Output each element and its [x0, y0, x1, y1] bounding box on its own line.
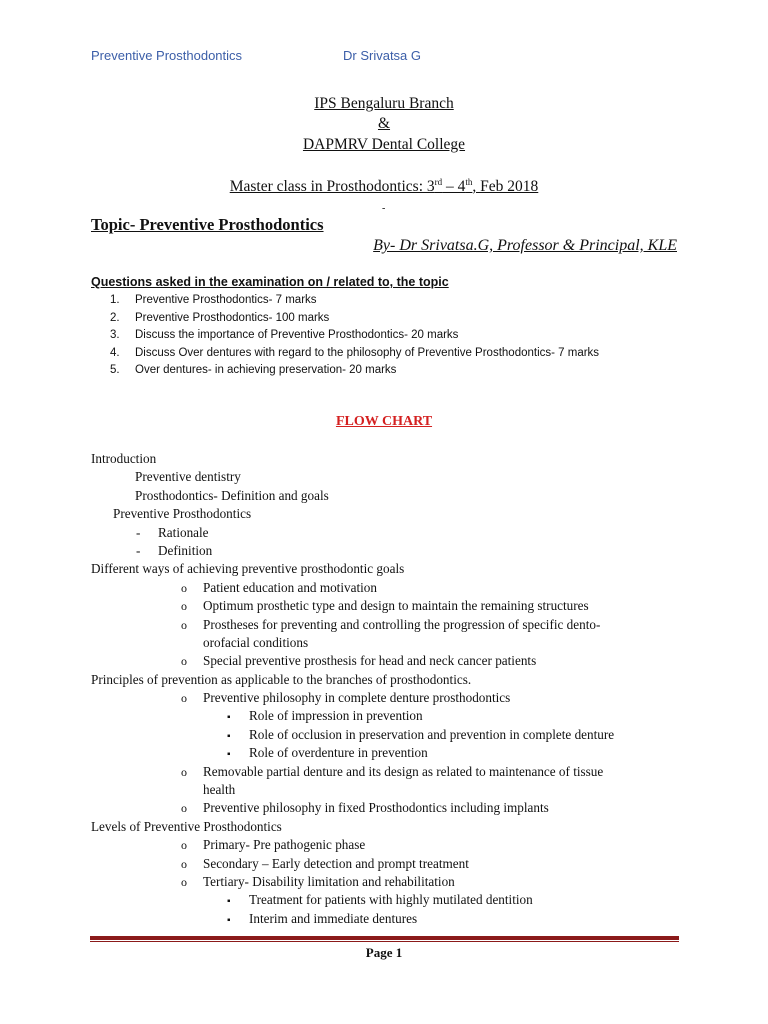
- list-item: [110, 327, 599, 345]
- outline-item-text: Role of impression in prevention: [249, 708, 423, 724]
- outline-item-text: Removable partial denture and its design as related to maintenance of tissue: [203, 763, 604, 779]
- square-bullet-icon: ▪: [227, 749, 231, 761]
- title-line-2: &: [377, 115, 391, 132]
- circle-bullet-icon: o: [181, 856, 187, 871]
- outline-item: Different ways of achieving preventive prosthodontic goals: [91, 561, 405, 577]
- circle-bullet-icon: o: [181, 801, 187, 816]
- outline-item: Levels of Preventive Prosthodontics: [91, 818, 282, 834]
- running-header-title: Preventive Prosthodontics: [91, 48, 243, 63]
- flowchart-outline: [91, 450, 691, 928]
- outline-item: [91, 579, 691, 597]
- list-item: [110, 362, 599, 380]
- list-number: 2.: [110, 311, 120, 324]
- square-bullet-icon: ▪: [227, 730, 231, 742]
- questions-list: [110, 292, 599, 380]
- circle-bullet-icon: o: [181, 654, 187, 669]
- circle-bullet-icon: o: [181, 617, 187, 632]
- title-sup-th: th: [465, 177, 473, 187]
- outline-item-text: Interim and immediate dentures: [249, 910, 418, 926]
- outline-item-text: Role of occlusion in preservation and prevention in complete denture: [249, 726, 615, 742]
- footer-rule-thick: [90, 936, 679, 940]
- author-byline: By- Dr Srivatsa.G, Professor & Principal, KLE: [373, 237, 677, 254]
- outline-item: [91, 873, 691, 891]
- questions-heading: Questions asked in the examination on / related to, the topic: [91, 275, 449, 289]
- outline-item: Preventive Prosthodontics: [113, 506, 252, 522]
- outline-item-text: Preventive philosophy in fixed Prosthodontics including implants: [203, 800, 549, 816]
- outline-item: [91, 524, 691, 542]
- page-number: Page 1: [365, 945, 403, 960]
- outline-item: [91, 836, 691, 854]
- square-bullet-icon: ▪: [227, 896, 231, 908]
- outline-item: Preventive dentistry: [135, 469, 241, 485]
- outline-item: [91, 597, 691, 615]
- running-header-author: Dr Srivatsa G: [343, 48, 422, 63]
- outline-item: Prosthodontics- Definition and goals: [135, 487, 329, 503]
- square-bullet-icon: ▪: [227, 712, 231, 724]
- title-line-4-post: , Feb 2018: [472, 178, 539, 196]
- list-item-text: Over dentures- in achieving preservation- 20 marks: [135, 364, 397, 376]
- list-item: [110, 345, 599, 363]
- list-item: [110, 292, 599, 310]
- outline-item-continuation: health: [203, 782, 236, 798]
- title-line-4-mid: – 4: [442, 178, 466, 196]
- outline-item: [91, 855, 691, 873]
- list-number: 5.: [110, 364, 120, 376]
- list-item: [110, 310, 599, 328]
- title-dash: -: [382, 203, 386, 214]
- circle-bullet-icon: o: [181, 764, 187, 779]
- title-sup-rd: rd: [434, 177, 443, 187]
- title-line-1: IPS Bengaluru Branch: [314, 95, 454, 112]
- list-item-text: Preventive Prosthodontics- 7 marks: [135, 294, 317, 306]
- outline-item: [91, 689, 691, 707]
- outline-item: [91, 616, 691, 634]
- topic-heading: Topic- Preventive Prosthodontics: [91, 215, 324, 234]
- circle-bullet-icon: o: [181, 874, 187, 889]
- square-bullet-icon: ▪: [227, 914, 231, 926]
- title-line-4: [0, 177, 768, 196]
- circle-bullet-icon: o: [181, 691, 187, 706]
- flowchart-title: FLOW CHART: [335, 414, 433, 429]
- outline-item-text: Definition: [158, 542, 213, 558]
- list-item-text: Discuss the importance of Preventive Prosthodontics- 20 marks: [135, 329, 459, 341]
- outline-item-text: Secondary – Early detection and prompt treatment: [203, 855, 469, 871]
- outline-item: [91, 891, 691, 909]
- outline-item-continuation: orofacial conditions: [203, 634, 309, 650]
- circle-bullet-icon: o: [181, 580, 187, 595]
- outline-item: [91, 799, 691, 817]
- title-line-4-pre: Master class in Prosthodontics: 3: [229, 178, 435, 196]
- circle-bullet-icon: o: [181, 838, 187, 853]
- outline-item-text: Prostheses for preventing and controlling the progression of specific dento-: [203, 616, 601, 632]
- outline-item: Introduction: [91, 451, 157, 466]
- outline-item: [91, 744, 691, 762]
- outline-item: [91, 542, 691, 560]
- outline-item-text: Rationale: [158, 524, 209, 540]
- outline-item: [91, 707, 691, 725]
- outline-item-text: Role of overdenture in prevention: [249, 745, 428, 761]
- outline-item-text: Primary- Pre pathogenic phase: [203, 837, 366, 853]
- list-number: 3.: [110, 329, 120, 341]
- outline-item-text: Treatment for patients with highly mutilated dentition: [249, 892, 533, 908]
- outline-item-text: Optimum prosthetic type and design to maintain the remaining structures: [203, 598, 589, 614]
- title-line-3: DAPMRV Dental College: [302, 136, 466, 153]
- footer-rule-thin: [90, 941, 679, 942]
- outline-item: [91, 910, 691, 928]
- outline-item: [91, 652, 691, 670]
- outline-item-text: Tertiary- Disability limitation and rehabilitation: [203, 873, 455, 889]
- outline-item: [91, 726, 691, 744]
- outline-item: [91, 763, 691, 781]
- list-number: 4.: [110, 346, 120, 359]
- outline-item-text: Patient education and motivation: [203, 579, 377, 595]
- dash-bullet: -: [136, 542, 141, 558]
- outline-item-text: Preventive philosophy in complete denture prosthodontics: [203, 690, 511, 706]
- dash-bullet: -: [136, 524, 141, 540]
- outline-item-text: Special preventive prosthesis for head and neck cancer patients: [203, 653, 537, 669]
- list-item-text: Discuss Over dentures with regard to the philosophy of Preventive Prosthodontics- 7 marks: [135, 346, 600, 359]
- outline-item: Principles of prevention as applicable to the branches of prosthodontics.: [91, 671, 472, 687]
- list-item-text: Preventive Prosthodontics- 100 marks: [135, 311, 330, 324]
- circle-bullet-icon: o: [181, 599, 187, 614]
- list-number: 1.: [110, 294, 120, 306]
